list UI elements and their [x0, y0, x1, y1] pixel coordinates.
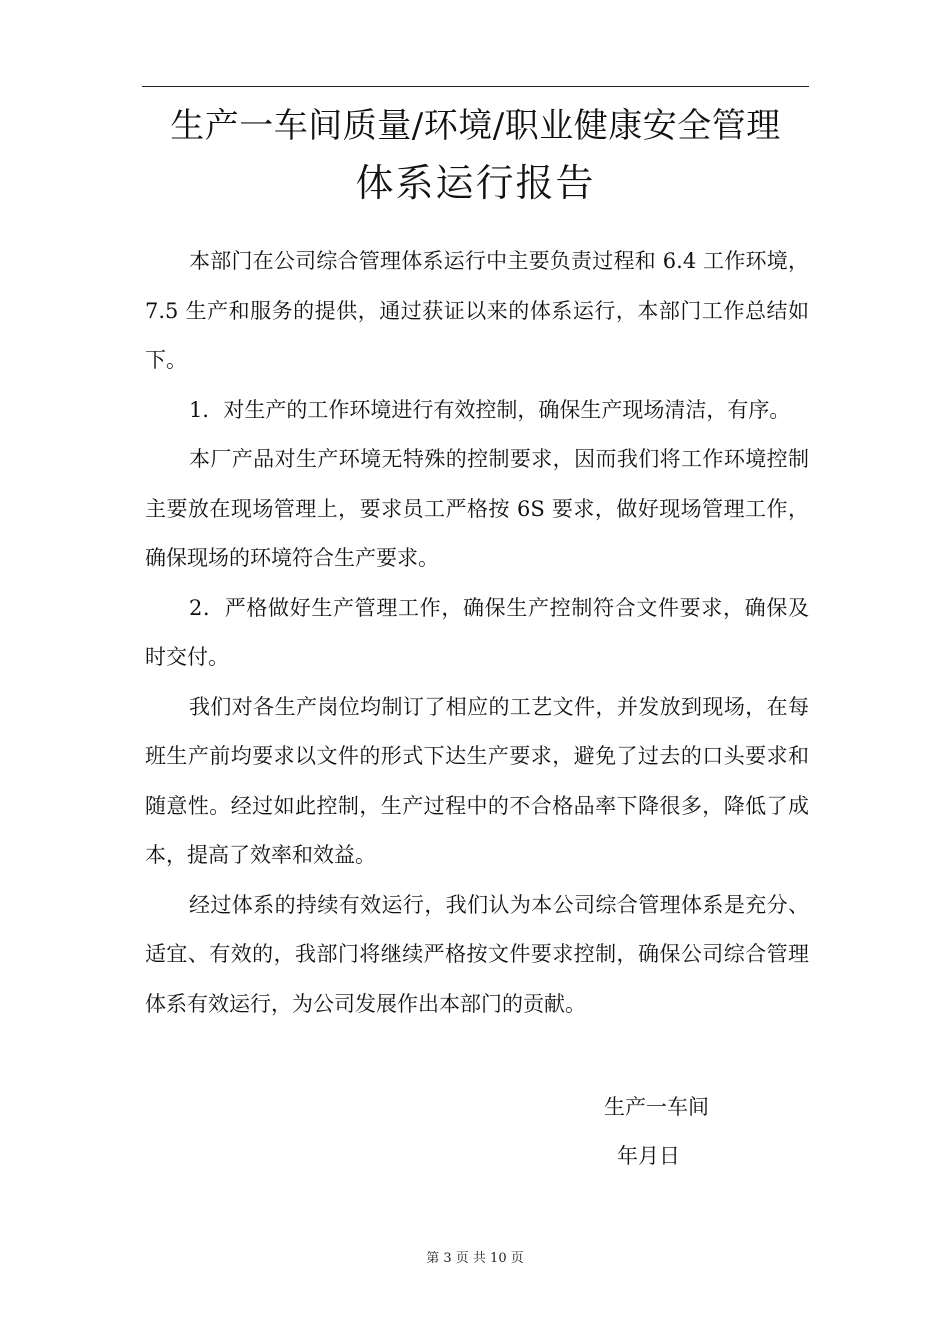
signature-date: 年月日 — [617, 1144, 680, 1168]
paragraph-item-2-heading: 2．严格做好生产管理工作，确保生产控制符合文件要求，确保及时交付。 — [145, 595, 809, 669]
document-title-line-1: 生产一车间质量/环境/职业健康安全管理 — [170, 106, 781, 146]
paragraph-item-1-detail: 本厂产品对生产环境无特殊的控制要求，因而我们将工作环境控制主要放在现场管理上，要求员工严格按 6S 要求，做好现场管理工作，确保现场的环境符合生产要求。 — [145, 447, 809, 570]
document-body — [145, 237, 809, 1029]
paragraph-conclusion: 经过体系的持续有效运行，我们认为本公司综合管理体系是充分、适宜、有效的，我部门将继续严格按文件要求控制，确保公司综合管理体系有效运行，为公司发展作出本部门的贡献。 — [145, 892, 809, 1016]
paragraph-item-2-detail: 我们对各生产岗位均制订了相应的工艺文件，并发放到现场，在每班生产前均要求以文件的形式下达生产要求，避免了过去的口头要求和随意性。经过如此控制，生产过程中的不合格品率下降很多，降低了成本，提高了效率和效益。 — [145, 694, 809, 867]
document-title-line-2: 体系运行报告 — [355, 161, 596, 205]
paragraph-item-1-heading: 1．对生产的工作环境进行有效控制，确保生产现场清洁，有序。 — [189, 397, 791, 422]
header-rule — [142, 86, 809, 87]
paragraph-intro: 本部门在公司综合管理体系运行中主要负责过程和 6.4 工作环境，7.5 生产和服务的提供，通过获证以来的体系运行，本部门工作总结如下。 — [145, 249, 809, 372]
signature-department: 生产一车间 — [604, 1095, 709, 1119]
page-footer: 第 3 页 共 10 页 — [426, 1251, 524, 1266]
